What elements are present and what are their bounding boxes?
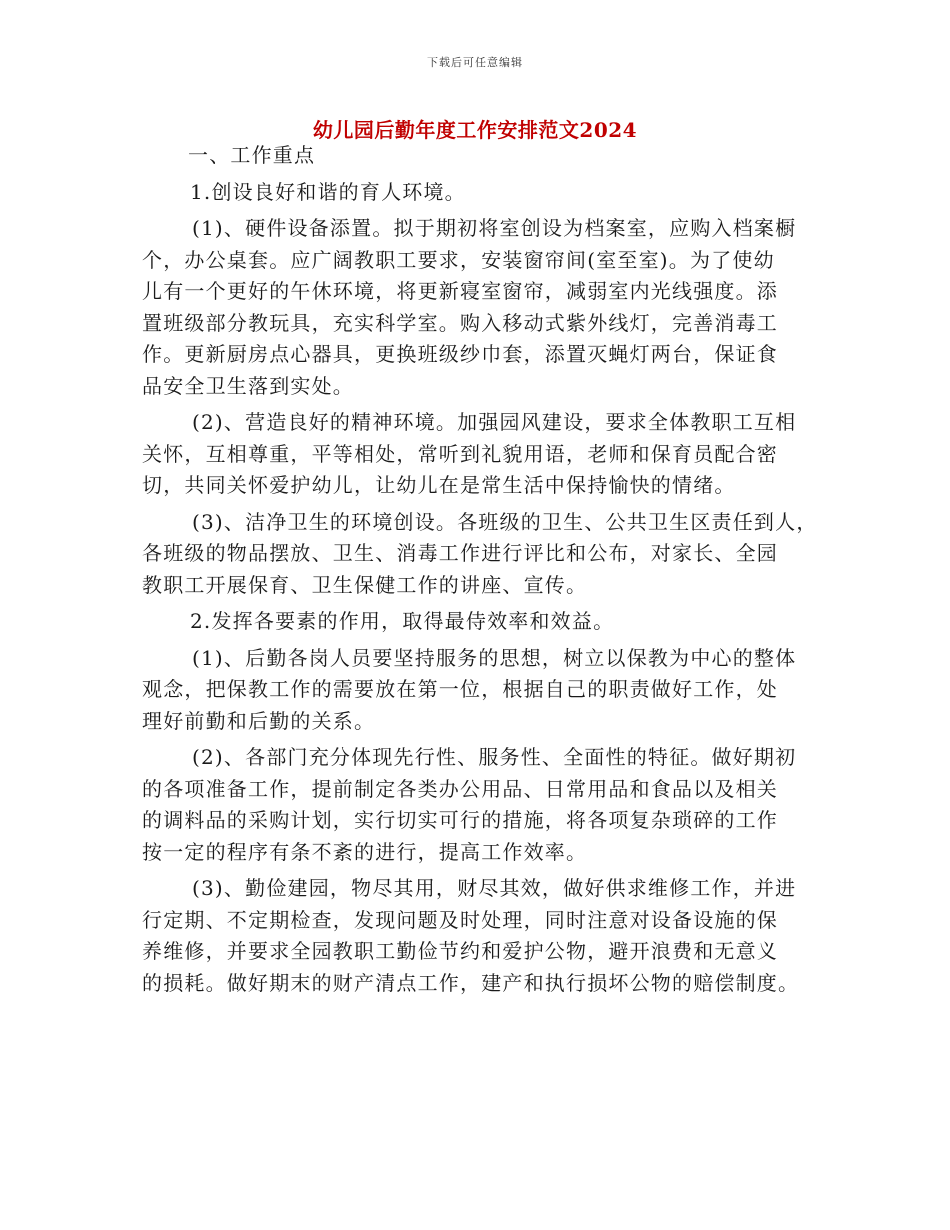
paragraph-line: 养维修，并要求全园教职工勤俭节约和爱护公物，避开浪费和无意义 — [142, 939, 778, 963]
section-heading: 一、工作重点 — [188, 143, 316, 167]
paragraph-2 — [142, 407, 832, 502]
paragraph-line: 切，共同关怀爱护幼儿，让幼儿在是常生活中保持愉快的情绪。 — [142, 473, 736, 497]
paragraph-line: (3)、洁净卫生的环境创设。各班级的卫生、公共卫生区责任到人， — [192, 509, 818, 534]
paragraph-line: (1)、后勤各岗人员要坚持服务的思想，树立以保教为中心的整体 — [192, 645, 797, 670]
page-title: 幼儿园后勤年度工作安排范文2024 — [312, 118, 638, 142]
paragraph-5 — [142, 742, 832, 868]
paragraph-line: 品安全卫生落到实处。 — [142, 373, 354, 398]
paragraph-6 — [142, 873, 832, 999]
paragraph-line: 按一定的程序有条不紊的进行，提高工作效率。 — [142, 839, 588, 864]
paragraph-line: 各班级的物品摆放、卫生、消毒工作进行评比和公布，对家长、全园 — [142, 541, 778, 565]
paragraph-line: 关怀，互相尊重，平等相处，常听到礼貌用语，老师和保育员配合密 — [142, 441, 778, 466]
paragraph-line: 教职工开展保育、卫生保健工作的讲座、宣传。 — [142, 572, 588, 597]
paragraph-line: 的各项准备工作，提前制定各类办公用品、日常用品和食品以及相关 — [142, 776, 778, 801]
paragraph-line: 行定期、不定期检查，发现问题及时处理，同时注意对设备设施的保 — [142, 907, 778, 932]
paragraph-line: 置班级部分教玩具，充实科学室。购入移动式紫外线灯，完善消毒工 — [142, 310, 778, 335]
paragraph-line: 观念，把保教工作的需要放在第一位，根据自己的职责做好工作，处 — [142, 677, 778, 701]
paragraph-1 — [142, 213, 832, 402]
paragraph-line: (2)、营造良好的精神环境。加强园风建设，要求全体教职工互相 — [192, 410, 797, 434]
paragraph-line: 作。更新厨房点心器具，更换班级纱巾套，添置灭蝇灯两台，保证食 — [142, 342, 778, 366]
item-heading-1: 1.创设良好和谐的育人环境。 — [190, 179, 466, 204]
paragraph-line: (2)、各部门充分体现先行性、服务性、全面性的特征。做好期初 — [192, 745, 797, 769]
paragraph-line: 理好前勤和后勤的关系。 — [142, 708, 376, 733]
paragraph-line: (3)、勤俭建园，物尽其用，财尽其效，做好供求维修工作，并进 — [192, 876, 797, 900]
paragraph-line: 的损耗。做好期末的财产清点工作，建产和执行损坏公物的赔偿制度。 — [142, 970, 800, 995]
document-body — [142, 140, 832, 999]
item-heading-2: 2.发挥各要素的作用，取得最侍效率和效益。 — [190, 609, 615, 633]
header-note: 下载后可任意编辑 — [427, 56, 523, 69]
paragraph-line: 个，办公桌套。应广阔教职工要求，安装窗帘间(室至室)。为了使幼 — [142, 247, 775, 272]
paragraph-line: (1)、硬件设备添置。拟于期初将室创设为档案室，应购入档案橱 — [192, 216, 797, 240]
paragraph-4 — [142, 643, 832, 738]
paragraph-line: 的调料品的采购计划，实行切实可行的措施，将各项复杂琐碎的工作 — [142, 808, 778, 832]
paragraph-line: 儿有一个更好的午休环境，将更新寝室窗帘，减弱室内光线强度。添 — [142, 279, 778, 303]
paragraph-3 — [142, 507, 832, 602]
